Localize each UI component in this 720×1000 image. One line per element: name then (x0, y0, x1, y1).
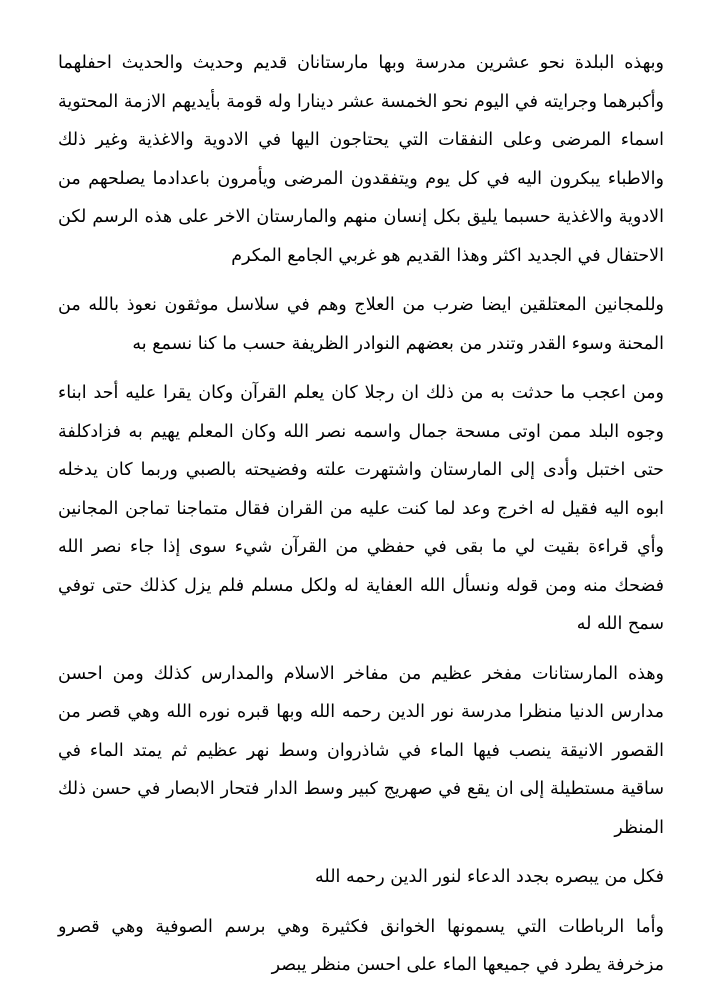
paragraph-ribats: وأما الرباطات التي يسمونها الخوانق فكثيرة وهي برسم الصوفية وهي قصرو مزخرفة يطرد في جميعها الماء على احسن منظر يبصر (58, 916, 664, 975)
paragraph-prayer: فكل من يبصره بجدد الدعاء لنور الدين رحمه الله (315, 867, 664, 887)
paragraph-madmen: وللمجانين المعتلقين ايضا ضرب من العلاج وهم في سلاسل موثقون نعوذ بالله من المحنة وسوء القدر وتندر من بعضهم النوادر الظريفة حسب ما كنا نسمع به (58, 295, 664, 354)
paragraph-anecdote: ومن اعجب ما حدثت به من ذلك ان رجلا كان يعلم القرآن وكان يقرا عليه أحد ابناء وجوه البلد ممن اوتى مسحة جمال واسمه نصر الله وكان المعلم يهيم به فزادكلفة حتى اختبل وأدى إلى المارستان واشتهرت علته وفضيحته بالصبي وربما كان يدخله ابوه اليه فقيل له اخرج وعد لما كنت عليه من القران فقال متماجنا تماجن المجانين وأي قراءة بقيت لي ما بقى في حفظي من القرآن شيء سوى إذا جاء نصر الله فضحك منه ومن قوله ونسأل الله العفاية له ولكل مسلم فلم يزل كذلك حتى توفي سمح الله له (58, 383, 664, 634)
document-body (58, 44, 664, 985)
paragraph-hospitals: وبهذه البلدة نحو عشرين مدرسة وبها مارستانان قديم وحديث والحديث احفلهما وأكبرهما وجرايته في اليوم نحو الخمسة عشر دينارا وله قومة بأيديهم الازمة المحتوية اسماء المرضى وعلى النفقات التي يحتاجون اليها في الادوية والاغذية وغير ذلك والاطباء يبكرون اليه في كل يوم ويتفقدون المرضى ويأمرون باعدادما يصلحهم من الادوية والاغذية حسبما يليق بكل إنسان منهم والمارستان الاخر على هذه الرسم لكن الاحتفال في الجديد اكثر وهذا القديم هو غربي الجامع المكرم (58, 53, 664, 266)
paragraph-nur-al-din-school: وهذه المارستانات مفخر عظيم من مفاخر الاسلام والمدارس كذلك ومن احسن مدارس الدنيا منظرا مدرسة نور الدين رحمه الله وبها قبره نوره الله وهي قصر من القصور الانيقة ينصب فيها الماء في شاذروان وسط نهر عظيم ثم يمتد الماء في ساقية مستطيلة إلى ان يقع في صهريج كبير وسط الدار فتحار الابصار في حسن ذلك المنظر (58, 663, 664, 838)
